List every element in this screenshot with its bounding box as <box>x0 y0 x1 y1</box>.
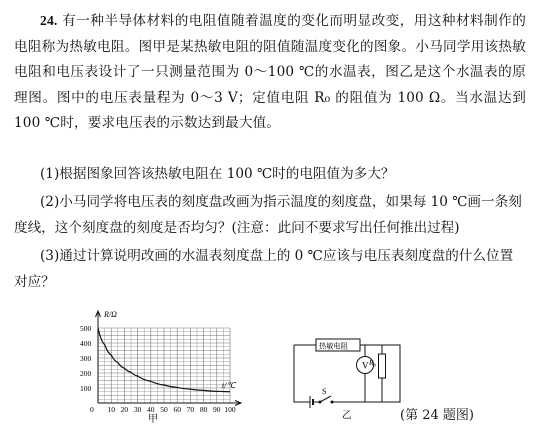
y-tick-label: 500 <box>80 324 92 333</box>
circuit-diagram <box>290 318 402 422</box>
x-tick-label: 60 <box>173 405 181 414</box>
problem-intro <box>14 8 526 137</box>
wire-left <box>294 345 310 402</box>
resistance-temperature-graph <box>78 308 243 440</box>
figure-caption: (第 24 题图) <box>400 408 474 423</box>
resistor-r0 <box>379 354 386 378</box>
question-1-text: (1)根据图象回答该热敏电阻在 100 ℃时的电阻值为多大？ <box>40 166 395 182</box>
voltmeter-label: V <box>362 360 369 371</box>
problem-intro-text: 有一种半导体材料的电阻值随着温度的变化而明显改变，用这种材料制作的电阻称为热敏电阻。图甲是某热敏电阻的阻值随温度变化的图象。小马同学用该热敏电阻和电压表设计了一只测量范围为 0～100 ℃的水温表，图乙是这个水温表的原理图。图中的电压表量程为 0～3 V；定值电阻 R₀ 的阻值为 100 Ω。当水温达到 100 ℃时，要求电压表的示数达到最大值。 <box>14 13 526 131</box>
question-3-text: (3)通过计算说明改画的水温表刻度盘上的 0 ℃应该与电压表刻度盘的什么位置对应？ <box>14 248 514 290</box>
y-tick-label: 400 <box>80 339 92 348</box>
thermistor-label: 热敏电阻 <box>319 342 348 351</box>
question-2 <box>14 190 526 241</box>
graph-ticks <box>80 324 236 414</box>
battery-icon <box>310 396 313 408</box>
question-3 <box>14 244 526 295</box>
y-axis-label: R/Ω <box>104 310 117 319</box>
y-tick-label: 300 <box>80 354 92 363</box>
x-tick-label: 10 <box>107 405 115 414</box>
x-tick-label: 20 <box>120 405 129 414</box>
y-tick-label: 200 <box>80 369 92 378</box>
problem-number: 24. <box>40 13 58 28</box>
x-tick-label: 30 <box>133 405 142 414</box>
x-tick-label: 50 <box>160 405 168 414</box>
x-tick-label: 80 <box>199 405 208 414</box>
x-tick-label: 40 <box>147 405 155 414</box>
x-tick-label: 70 <box>186 405 195 414</box>
resistor-label: R₀ <box>369 358 377 367</box>
x-axis-label: t/℃ <box>222 381 236 390</box>
x-tick-label: 100 <box>224 405 236 414</box>
switch-icon <box>313 396 333 403</box>
graph-grid <box>98 328 230 403</box>
question-2-text: (2)小马同学将电压表的刻度盘改画为指示温度的刻度盘，如果每 10 ℃画一条刻度线，这个刻度盘的刻度是否均匀？(注意：此问不要求写出任何推出过程) <box>14 194 522 236</box>
figure-b-name: 乙 <box>342 411 352 421</box>
x-tick-label: 90 <box>213 405 221 414</box>
figure-a-name: 甲 <box>148 414 158 425</box>
origin-label: 0 <box>90 405 94 414</box>
question-1 <box>14 162 526 188</box>
switch-label: S <box>322 387 327 396</box>
y-tick-label: 100 <box>80 384 92 393</box>
